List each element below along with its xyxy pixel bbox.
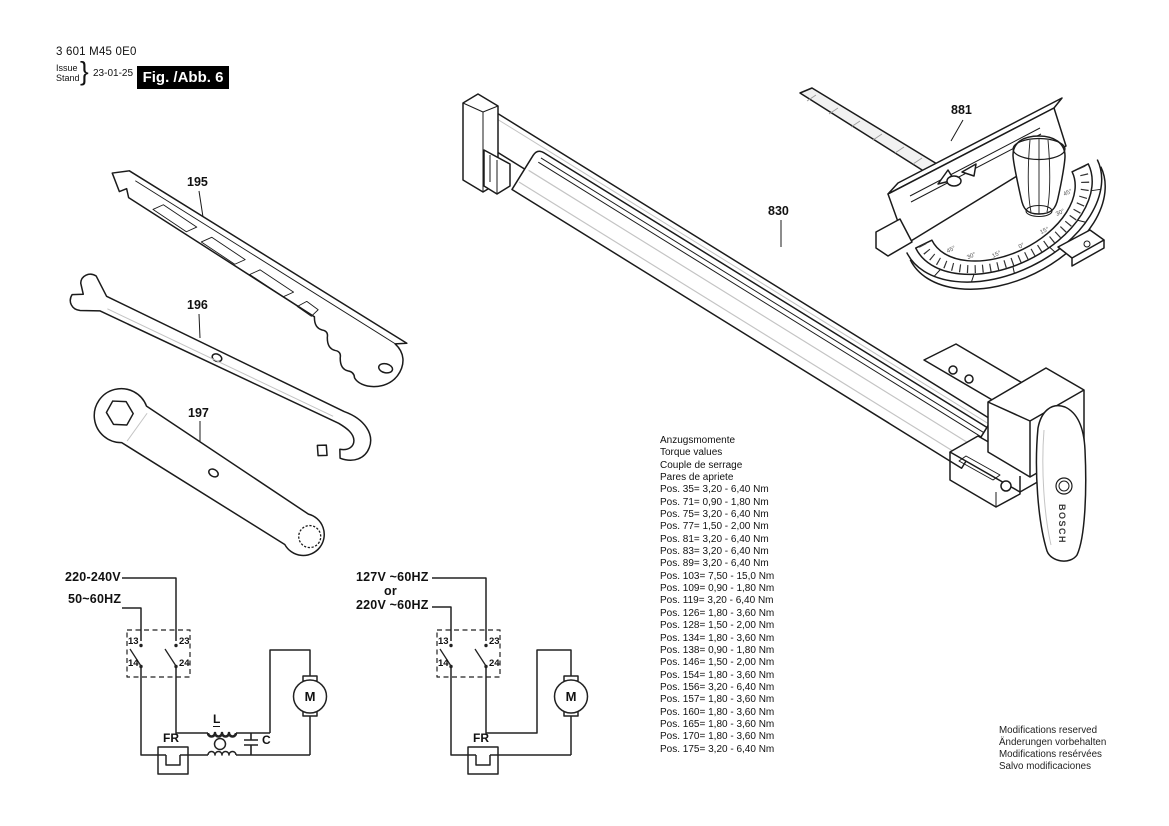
right-contact-23: 23 (489, 636, 500, 647)
push-stick-drawing (80, 164, 424, 397)
torque-pos: Pos. 81 (660, 533, 694, 545)
left-contact-24: 24 (179, 658, 190, 669)
torque-row (660, 645, 774, 657)
right-contact-13: 13 (438, 636, 449, 647)
torque-value: = 1,50 - 2,00 Nm (699, 657, 775, 669)
left-motor-label: M (304, 689, 316, 704)
torque-pos: Pos. 134 (660, 632, 700, 644)
right-relay-label: FR (473, 731, 489, 745)
torque-value: = 3,20 - 6,40 Nm (698, 595, 774, 607)
bosch-logo-text: BOSCH (1057, 504, 1067, 545)
torque-value: = 1,80 - 3,60 Nm (699, 694, 775, 706)
torque-row (660, 558, 774, 570)
torque-table (660, 435, 774, 756)
inductor-label: L (213, 712, 221, 726)
right-voltage-or: or (384, 584, 397, 598)
torque-value: = 1,80 - 3,60 Nm (699, 607, 775, 619)
wiring-diagram-left (122, 578, 327, 774)
torque-value: = 3,20 - 6,40 Nm (693, 546, 769, 558)
torque-value: = 1,80 - 3,60 Nm (699, 718, 775, 730)
torque-row (660, 595, 774, 607)
issue-date: 23-01-25 (93, 68, 134, 79)
torque-pos: Pos. 165 (660, 718, 700, 730)
callout-197: 197 (188, 406, 209, 420)
right-voltage-line1: 127V ~60HZ (356, 570, 429, 584)
part-number: 3 601 M45 0E0 (56, 46, 137, 58)
capacitor-label: C (262, 733, 271, 747)
left-contact-23: 23 (179, 636, 190, 647)
torque-pos: Pos. 138 (660, 644, 700, 656)
torque-pos: Pos. 157 (660, 694, 700, 706)
torque-title-de: Anzugsmomente (660, 435, 736, 446)
left-relay-label: FR (163, 731, 179, 745)
figure-number-box: Fig. /Abb. 6 (137, 66, 229, 89)
torque-pos: Pos. 119 (660, 595, 699, 607)
torque-pos: Pos. 83 (660, 546, 694, 558)
torque-pos: Pos. 170 (660, 731, 700, 743)
torque-value: = 3,20 - 6,40 Nm (699, 743, 775, 755)
left-voltage-line1: 220-240V (65, 570, 121, 584)
torque-value: = 0,90 - 1,80 Nm (693, 496, 769, 508)
torque-title-fr: Couple de serrage (660, 459, 743, 471)
stand-label: Stand (56, 73, 80, 83)
torque-rows (660, 484, 774, 756)
notice-es: Salvo modificaciones (999, 760, 1092, 772)
torque-row (660, 744, 774, 756)
notice-de: Änderungen vorbehalten (999, 736, 1107, 748)
right-voltage-line2: 220V ~60HZ (356, 598, 429, 612)
svg-text:45°: 45° (1062, 188, 1074, 198)
torque-row (660, 546, 774, 558)
torque-row (660, 509, 774, 521)
brace-glyph: } (80, 56, 89, 86)
torque-value: = 1,80 - 3,60 Nm (699, 731, 775, 743)
callout-830: 830 (768, 204, 789, 218)
notice-en: Modifications reserved (999, 725, 1098, 736)
callout-195: 195 (187, 175, 208, 189)
torque-value: = 3,20 - 6,40 Nm (693, 484, 769, 496)
torque-pos: Pos. 35 (660, 484, 694, 496)
torque-value: = 3,20 - 6,40 Nm (693, 533, 769, 545)
torque-row (660, 497, 774, 509)
torque-row (660, 731, 774, 743)
wiring-diagram-right (432, 578, 588, 774)
torque-row (660, 583, 774, 595)
torque-pos: Pos. 128 (660, 620, 700, 632)
torque-row (660, 571, 774, 583)
torque-value: = 3,20 - 6,40 Nm (693, 558, 769, 570)
torque-pos: Pos. 154 (660, 669, 700, 681)
svg-text:45°: 45° (945, 245, 957, 255)
torque-pos: Pos. 77 (660, 521, 694, 533)
torque-title-en: Torque values (660, 447, 723, 459)
svg-text:15°: 15° (1039, 226, 1051, 237)
miter-gauge-drawing (800, 88, 1130, 320)
torque-row (660, 633, 774, 645)
torque-row (660, 657, 774, 669)
svg-text:30°: 30° (966, 251, 977, 262)
torque-pos: Pos. 175 (660, 743, 700, 755)
torque-pos: Pos. 71 (660, 496, 694, 508)
torque-value: = 0,90 - 1,80 Nm (699, 644, 775, 656)
left-contact-13: 13 (128, 636, 139, 647)
torque-row (660, 484, 774, 496)
torque-row (660, 670, 774, 682)
torque-value: = 1,80 - 3,60 Nm (699, 669, 775, 681)
torque-row (660, 534, 774, 546)
svg-text:0°: 0° (1017, 242, 1026, 251)
torque-pos: Pos. 103 (660, 570, 700, 582)
torque-pos: Pos. 156 (660, 681, 700, 693)
torque-value: = 1,80 - 3,60 Nm (699, 706, 775, 718)
torque-row (660, 707, 774, 719)
left-contact-14: 14 (128, 658, 139, 669)
notice-fr: Modifications resérvées (999, 748, 1102, 760)
torque-value: = 1,50 - 2,00 Nm (693, 521, 769, 533)
torque-row (660, 521, 774, 533)
torque-value: = 1,50 - 2,00 Nm (699, 620, 775, 632)
torque-row (660, 608, 774, 620)
torque-pos: Pos. 146 (660, 657, 700, 669)
torque-row (660, 682, 774, 694)
callout-881: 881 (951, 103, 972, 117)
torque-value: = 0,90 - 1,80 Nm (699, 583, 775, 595)
left-voltage-line2: 50~60HZ (68, 592, 122, 606)
torque-pos: Pos. 89 (660, 558, 694, 570)
torque-pos: Pos. 160 (660, 706, 700, 718)
torque-row (660, 719, 774, 731)
torque-title-es: Pares de apriete (660, 472, 734, 484)
modification-notice (999, 725, 1106, 773)
torque-row (660, 694, 774, 706)
torque-value: = 3,20 - 6,40 Nm (693, 509, 769, 521)
torque-pos: Pos. 75 (660, 509, 694, 521)
callout-196: 196 (187, 298, 208, 312)
svg-text:30°: 30° (1055, 208, 1066, 218)
torque-value: = 3,20 - 6,40 Nm (699, 681, 775, 693)
torque-value: = 1,80 - 3,60 Nm (699, 632, 775, 644)
svg-text:15°: 15° (991, 250, 1003, 260)
right-motor-label: M (565, 689, 577, 704)
right-contact-14: 14 (438, 658, 449, 669)
torque-pos: Pos. 109 (660, 583, 700, 595)
torque-pos: Pos. 126 (660, 607, 700, 619)
torque-value: = 7,50 - 15,0 Nm (699, 570, 775, 582)
issue-label: Issue (56, 63, 78, 73)
right-contact-24: 24 (489, 658, 500, 669)
torque-row (660, 620, 774, 632)
